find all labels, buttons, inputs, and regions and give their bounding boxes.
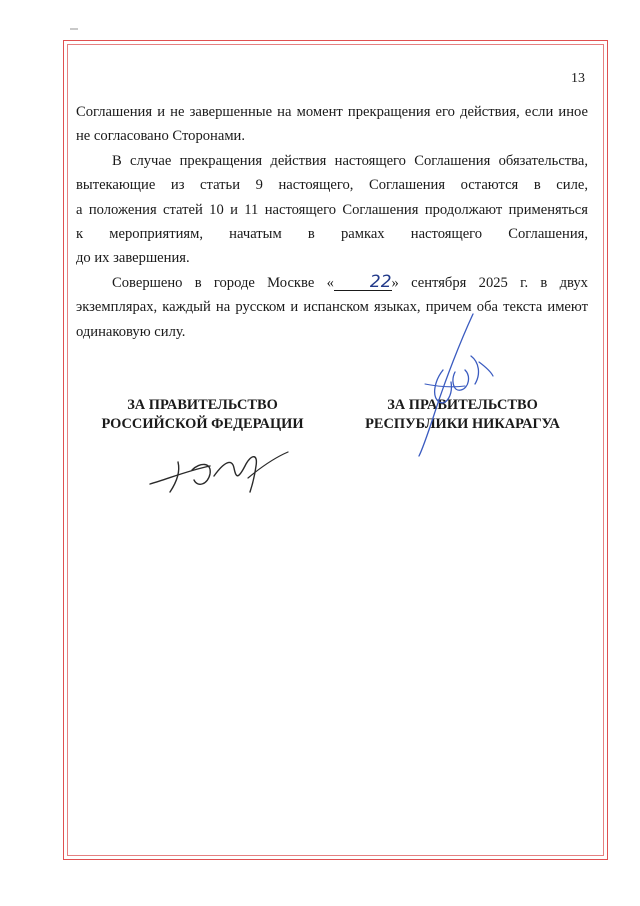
paragraph-done-at [76, 271, 588, 344]
signatory-nicaragua-line1: ЗА ПРАВИТЕЛЬСТВО [387, 397, 538, 413]
paragraph-continuation: Соглашения и не завершенные на момент прекращения его действия, если иное не согласовано Сторонами. [76, 104, 588, 145]
paragraph-termination-line [76, 173, 588, 197]
done-at-prefix: Совершено в городе Москве « [112, 274, 334, 291]
signatory-russia-line1: ЗА ПРАВИТЕЛЬСТВО [127, 397, 278, 413]
paragraph-termination-line [76, 149, 588, 173]
paragraph-termination-line-3: а положения статей 10 и 11 настоящего Соглашения продолжают применяться [76, 201, 588, 218]
paragraph-termination-line-5: до их завершения. [76, 250, 190, 267]
nicaragua-signature [395, 310, 505, 460]
handwritten-day: 22 [334, 274, 392, 291]
page-number: 13 [571, 71, 585, 86]
scan-mark [70, 28, 78, 30]
russia-signature [140, 440, 300, 500]
paragraph-termination-line-2: вытекающие из статьи 9 настоящего, Соглашения остаются в силе, [76, 177, 588, 194]
paragraph-termination-line [76, 246, 588, 270]
paragraph-termination-line-1: В случае прекращения действия настоящего Соглашения обязательства, [112, 152, 588, 169]
body-text [76, 100, 588, 344]
signatory-russia [90, 396, 315, 434]
paragraph-termination-line [76, 222, 588, 246]
signatory-russia-line2: РОССИЙСКОЙ ФЕДЕРАЦИИ [101, 416, 304, 432]
paragraph-termination-line [76, 198, 588, 222]
done-at-suffix: » сентября 2025 г. в двух экземплярах, каждый на русском и испанском языках, причем оба текста имеют одинаковую силу. [76, 274, 588, 340]
signatory-nicaragua-line2: РЕСПУБЛИКИ НИКАРАГУА [365, 416, 560, 432]
paragraph-termination-line-4: к мероприятиям, начатым в рамках настоящего Соглашения, [76, 226, 588, 243]
